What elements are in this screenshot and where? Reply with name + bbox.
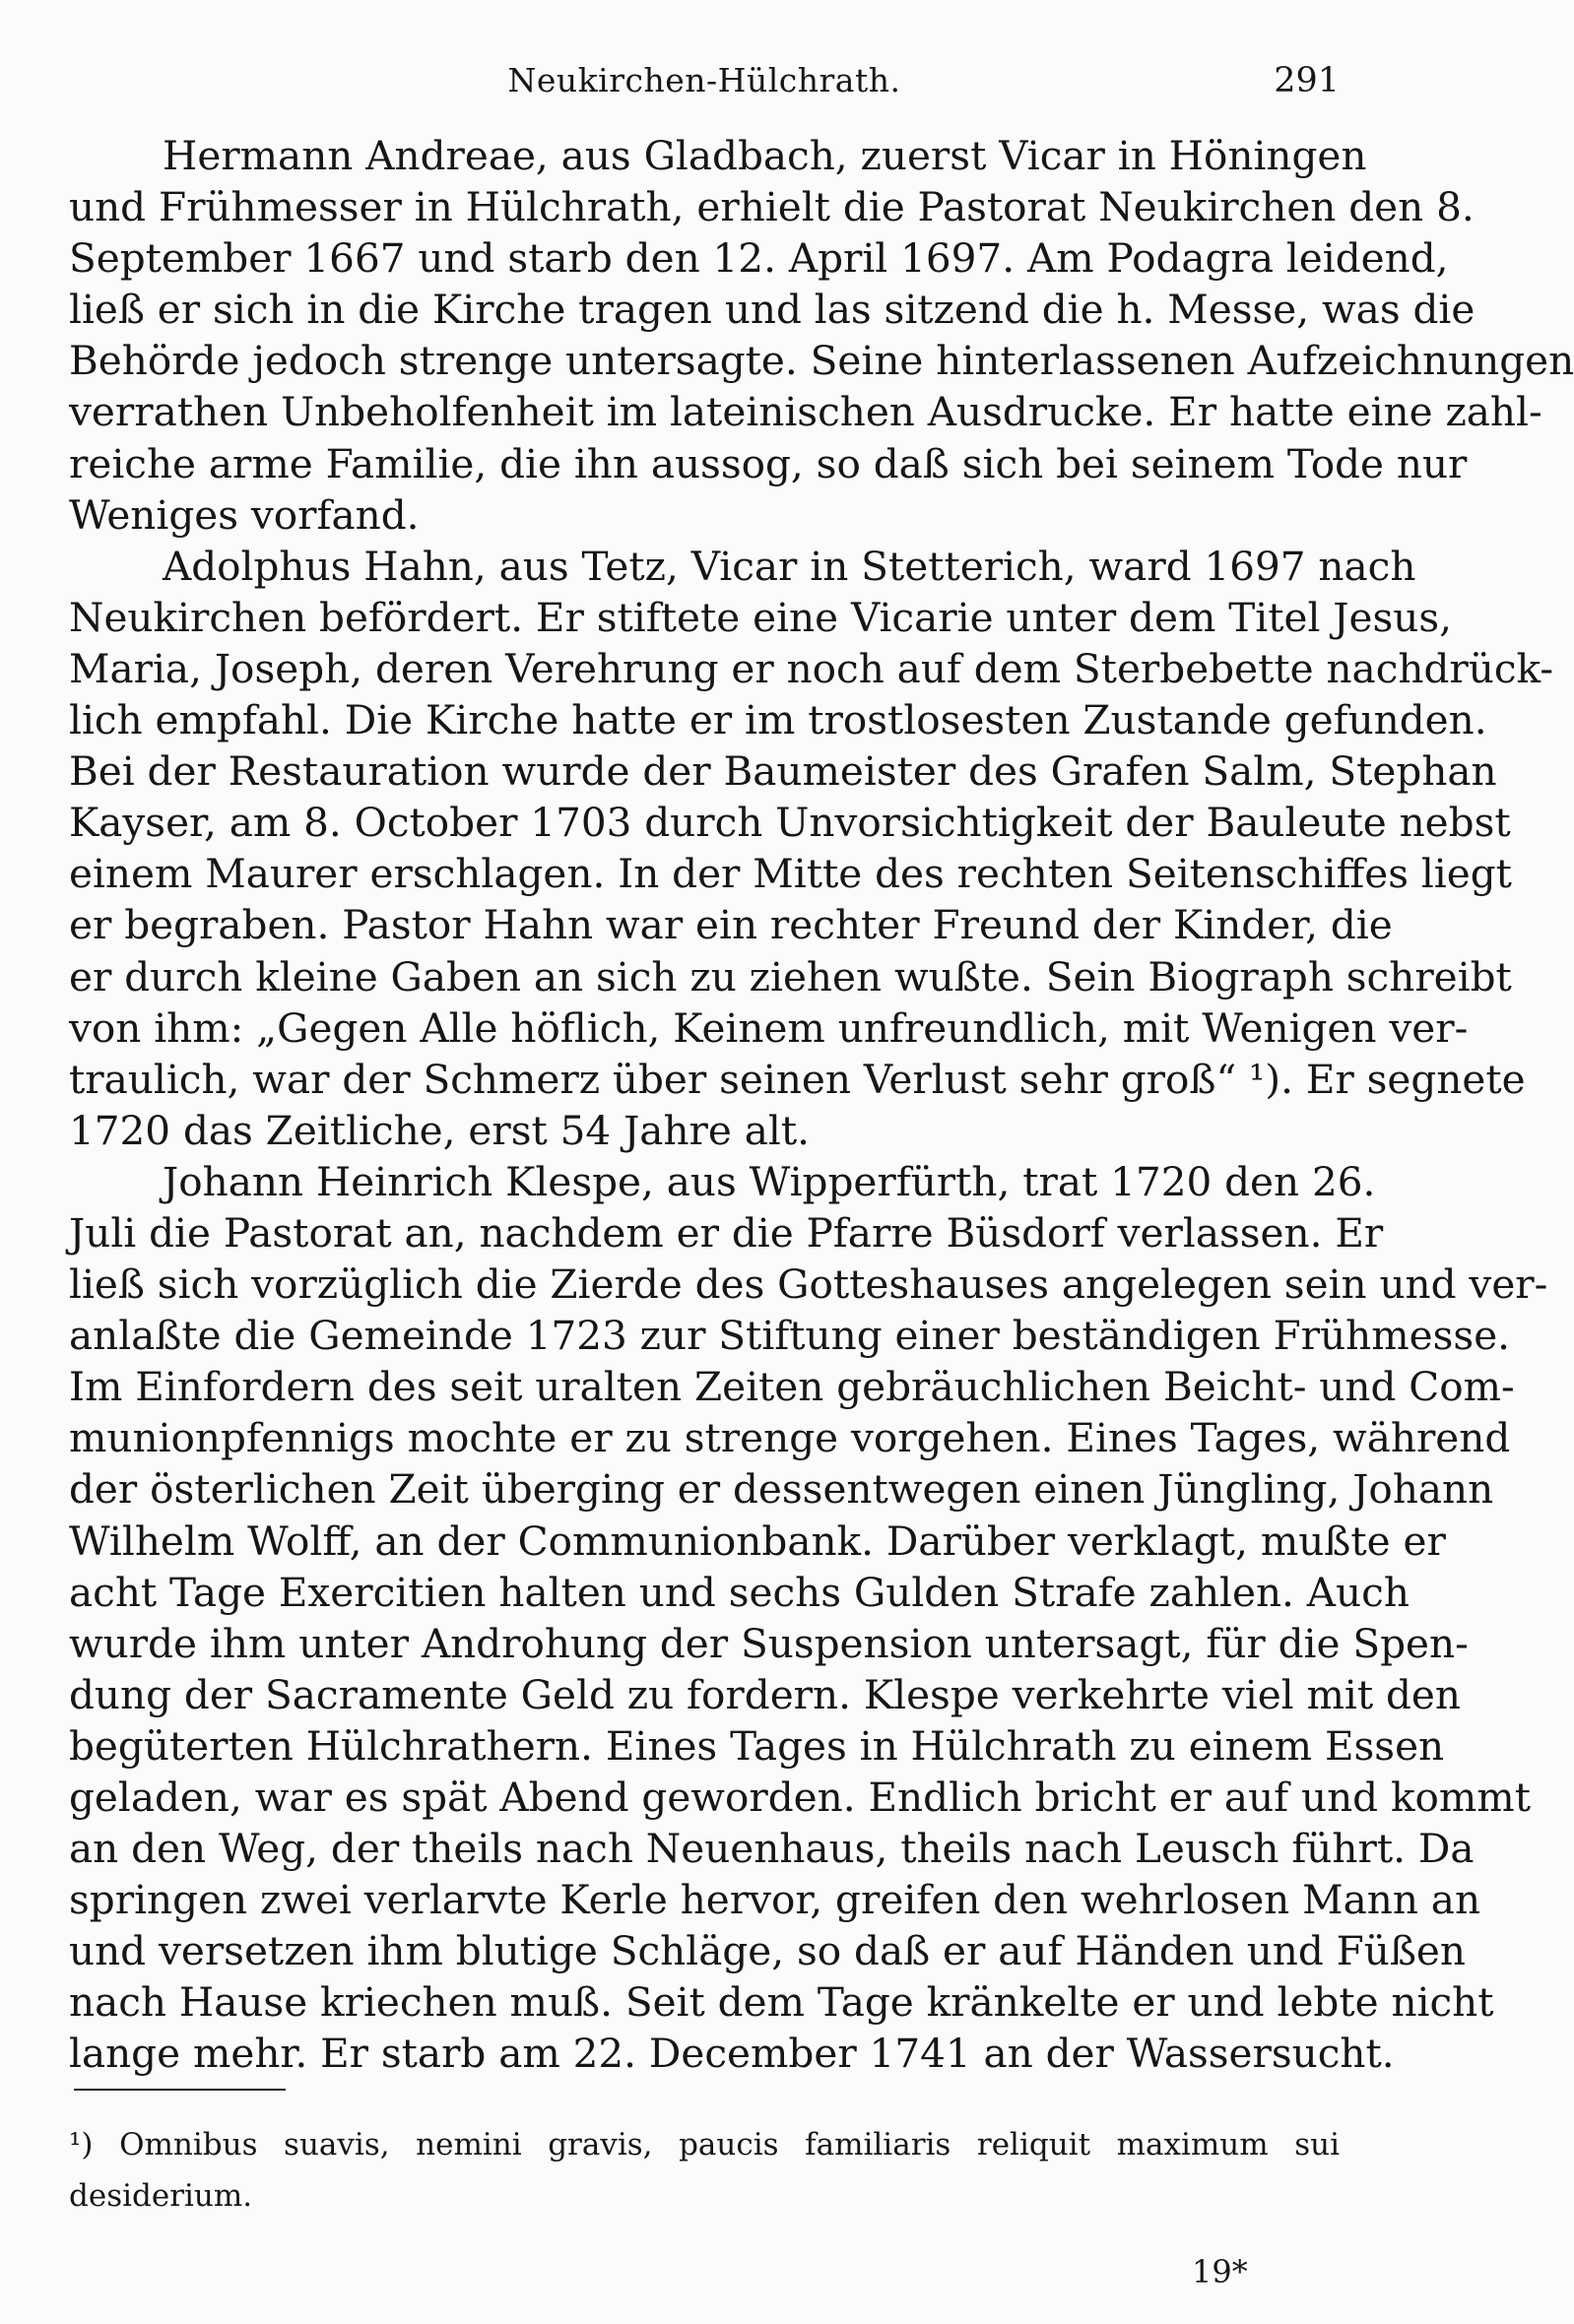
text-line: der österlichen Zeit überging er dessentwegen einen Jüngling, Johann xyxy=(69,1465,1494,1514)
footnote-line: desiderium. xyxy=(69,2178,253,2215)
text-line: lange mehr. Er starb am 22. December 1741 an der Wassersucht. xyxy=(69,2030,1395,2078)
signature-mark: 19* xyxy=(1192,2253,1248,2291)
text-line: Hermann Andreae, aus Gladbach, zuerst Vicar in Höningen xyxy=(163,132,1367,179)
text-line: dung der Sacramente Geld zu fordern. Klespe verkehrte viel mit den xyxy=(69,1670,1461,1718)
text-line: und versetzen ihm blutige Schläge, so daß er auf Händen und Füßen xyxy=(69,1927,1466,1975)
text-line: nach Hause kriechen muß. Seit dem Tage kränkelte er und lebte nicht xyxy=(69,1978,1494,2027)
text-line: wurde ihm unter Androhung der Suspension untersagt, für die Spen- xyxy=(69,1619,1469,1667)
text-line: reiche arme Familie, die ihn aussog, so daß sich bei seinem Tode nur xyxy=(69,439,1468,487)
text-line: Neukirchen befördert. Er stiftete eine Vicarie unter dem Titel Jesus, xyxy=(69,593,1452,641)
text-line: ließ sich vorzüglich die Zierde des Gotteshauses angelegen sein und ver- xyxy=(69,1260,1548,1309)
text-line: lich empfahl. Die Kirche hatte er im trostlosesten Zustande gefunden. xyxy=(69,696,1487,744)
text-line: Kayser, am 8. October 1703 durch Unvorsichtigkeit der Bauleute nebst xyxy=(69,799,1511,847)
text-line: September 1667 und starb den 12. April 1697. Am Podagra leidend, xyxy=(69,234,1449,283)
page-number: 291 xyxy=(1274,61,1340,100)
text-line: und Frühmesser in Hülchrath, erhielt die Pastorat Neukirchen den 8. xyxy=(69,183,1475,231)
footnote xyxy=(69,2125,1340,2227)
text-line: 1720 das Zeitliche, erst 54 Jahre alt. xyxy=(69,1106,810,1154)
text-line: er begraben. Pastor Hahn war ein rechter Freund der Kinder, die xyxy=(69,901,1393,949)
body-text xyxy=(69,130,1574,2080)
text-line: Weniges vorfand. xyxy=(69,490,420,539)
text-line: begüterten Hülchrathern. Eines Tages in Hülchrath zu einem Essen xyxy=(69,1721,1445,1770)
text-line: verrathen Unbeholfenheit im lateinischen Ausdrucke. Er hatte eine zahl- xyxy=(69,388,1542,436)
text-line: an den Weg, der theils nach Neuenhaus, theils nach Leusch führt. Da xyxy=(69,1825,1475,1873)
running-title: Neukirchen-Hülchrath. xyxy=(507,61,901,99)
text-line: Johann Heinrich Klespe, aus Wipperfürth, trat 1720 den 26. xyxy=(163,1157,1376,1205)
footnote-line: ¹) Omnibus suavis, nemini gravis, paucis familiaris reliquit maximum sui xyxy=(69,2127,1340,2163)
text-line: Wilhelm Wolff, an der Communionbank. Darüber verklagt, mußte er xyxy=(69,1517,1446,1565)
text-line: Adolphus Hahn, aus Tetz, Vicar in Stetterich, ward 1697 nach xyxy=(163,542,1416,590)
text-line: er durch kleine Gaben an sich zu ziehen wußte. Sein Biograph schreibt xyxy=(69,952,1512,1001)
text-line: anlaßte die Gemeinde 1723 zur Stiftung einer beständigen Frühmesse. xyxy=(69,1312,1511,1360)
text-line: traulich, war der Schmerz über seinen Verlust sehr groß“ ¹). Er segnete xyxy=(69,1055,1526,1103)
text-line: geladen, war es spät Abend geworden. Endlich bricht er auf und kommt xyxy=(69,1774,1531,1821)
text-line: Bei der Restauration wurde der Baumeister des Grafen Salm, Stephan xyxy=(69,747,1497,796)
text-line: acht Tage Exercitien halten und sechs Gulden Strafe zahlen. Auch xyxy=(69,1568,1410,1616)
text-line: Maria, Joseph, deren Verehrung er noch auf dem Sterbebette nachdrück- xyxy=(69,644,1554,692)
text-line: von ihm: „Gegen Alle höflich, Keinem unfreundlich, mit Wenigen ver- xyxy=(69,1003,1469,1052)
text-line: ließ er sich in die Kirche tragen und las sitzend die h. Messe, was die xyxy=(69,286,1476,334)
text-line: einem Maurer erschlagen. In der Mitte des rechten Seitenschiffes liegt xyxy=(69,850,1512,898)
text-line: Juli die Pastorat an, nachdem er die Pfarre Büsdorf verlassen. Er xyxy=(69,1208,1384,1257)
text-line: Im Einfordern des seit uralten Zeiten gebräuchlichen Beicht- und Com- xyxy=(69,1363,1515,1411)
running-head xyxy=(69,61,1340,110)
text-line: Behörde jedoch strenge untersagte. Seine hinterlassenen Aufzeichnungen xyxy=(69,337,1574,385)
footnote-divider xyxy=(74,2089,286,2091)
text-line: springen zwei verlarvte Kerle hervor, greifen den wehrlosen Mann an xyxy=(69,1876,1481,1924)
text-line: munionpfennigs mochte er zu strenge vorgehen. Eines Tages, während xyxy=(69,1414,1511,1462)
